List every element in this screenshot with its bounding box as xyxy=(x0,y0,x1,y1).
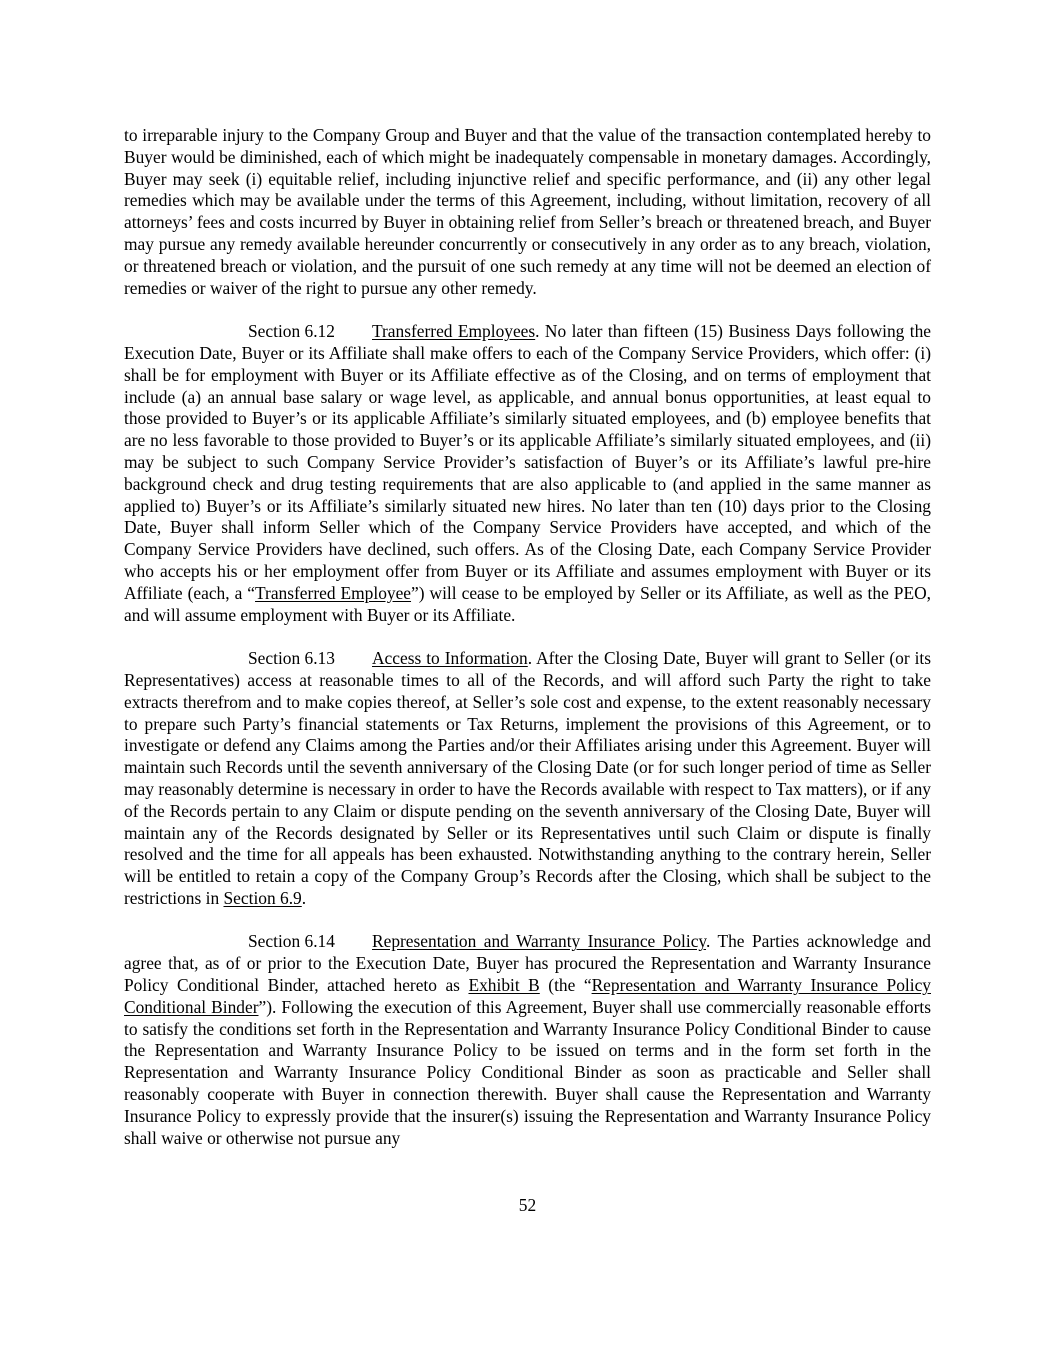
section-number: Section 6.14 xyxy=(248,931,335,952)
section-6-13 xyxy=(124,648,931,910)
section-text: ”). Following the execution of this Agreement, Buyer shall use commercially reasonable efforts to satisfy the conditions set forth in the Representation and Warranty Insurance Policy Conditional Binder to cause the Representation and Warranty Insurance Policy to be issued on terms and in the form set forth in the Representation and Warranty Insurance Policy Conditional Binder as soon as practicable and Seller shall reasonably cooperate with Buyer in connection therewith. Buyer shall cause the Representation and Warranty Insurance Policy to expressly provide that the insurer(s) issuing the Representation and Warranty Insurance Policy shall waive or otherwise not pursue any xyxy=(124,996,931,1148)
section-number: Section 6.12 xyxy=(248,321,335,342)
section-number: Section 6.13 xyxy=(248,648,335,669)
section-6-14 xyxy=(124,931,931,1149)
paragraph-text: to irreparable injury to the Company Group and Buyer and that the value of the transaction contemplated hereby to Buyer would be diminished, each of which might be inadequately compensable in monetary damages. Accordingly, Buyer may seek (i) equitable relief, including injunctive relief and specific performance, and (ii) any other legal remedies which may be available under the terms of this Agreement, including, without limitation, recovery of all attorneys’ fees and costs incurred by Buyer in obtaining relief from Seller’s breach or threatened breach, and Buyer may pursue any remedy available hereunder concurrently or consecutively in any order as to any breach, violation, or threatened breach or violation, and the pursuit of one such remedy at any time will not be deemed an election of remedies or waiver of the right to pursue any other remedy. xyxy=(124,125,931,298)
page-number: 52 xyxy=(518,1195,537,1215)
section-heading: Transferred Employees xyxy=(372,321,536,342)
paragraph-continuation xyxy=(124,125,931,299)
section-text: . The Parties acknowledge and agree that, as of or prior to the Execution Date, Buyer has procured the Representation and Warranty Insurance Policy Conditional Binder, attached hereto as xyxy=(124,931,931,996)
section-6-12 xyxy=(124,321,931,626)
exhibit-reference: Exhibit B xyxy=(468,975,540,996)
cross-reference: Section 6.9 xyxy=(223,887,302,908)
section-text: ”) will cease to be employed by Seller or its Affiliate, as well as the PEO, and will assume employment with Buyer or its Affiliate. xyxy=(124,582,932,625)
section-text: . No later than fifteen (15) Business Days following the Execution Date, Buyer or its Affiliate shall make offers to each of the Company Service Providers, which offer: (i) shall be for employment with Buyer or its Affiliate effective as of the Closing, and on terms of employment that include (a) an annual base salary or wage level, as applicable, and annual bonus opportunities, at least equal to those provided to Buyer’s or its applicable Affiliate’s similarly situated employees, and (b) employee benefits that are no less favorable to those provided to Buyer’s or its applicable Affiliate’s similarly situated employees, and (ii) may be subject to such Company Service Provider’s satisfaction of Buyer’s or its Affiliate’s lawful pre-hire background check and drug testing requirements that are also applicable to (and applied in the same manner as applied to) Buyer’s or its Affiliate’s similarly situated new hires. No later than ten (10) days prior to the Closing Date, Buyer shall inform Seller which of the Company Service Providers have accepted, and which of the Company Service Providers have declined, such offers. As of the Closing Date, each Company Service Provider who accepts his or her employment offer from Buyer or its Affiliate and assumes employment with Buyer or its Affiliate (each, a “ xyxy=(124,321,931,603)
section-text: . After the Closing Date, Buyer will grant to Seller (or its Representatives) access at reasonable times to all of the Records, and will afford such Party the right to take extracts therefrom and to make copies thereof, at Seller’s sole cost and expense, to the extent reasonably necessary to prepare such Party’s financial statements or Tax Returns, implement the provisions of this Agreement, or to investigate or defend any Claims among the Parties and/or their Affiliates arising under this Agreement. Buyer will maintain such Records until the seventh anniversary of the Closing Date (or for such longer period of time as Seller may reasonably determine is necessary in order to have the Records available with respect to Tax matters), or if any of the Records pertain to any Claim or dispute pending on the seventh anniversary of the Closing Date, Buyer will maintain any of the Records designated by Seller or its Representatives until such Claim or dispute is finally resolved and the time for all appeals has been exhausted. Notwithstanding anything to the contrary herein, Seller will be entitled to retain a copy of the Company Group’s Records after the Closing, which shall be subject to the restrictions in xyxy=(124,648,931,908)
section-text: . xyxy=(301,887,307,908)
defined-term: Transferred Employee xyxy=(255,582,412,603)
section-text: (the “ xyxy=(539,975,592,996)
section-heading: Representation and Warranty Insurance Policy xyxy=(372,931,707,952)
defined-term: Representation and Warranty Insurance Policy Conditional Binder xyxy=(124,975,931,1017)
section-heading: Access to Information xyxy=(372,648,528,669)
document-page xyxy=(124,125,931,1171)
